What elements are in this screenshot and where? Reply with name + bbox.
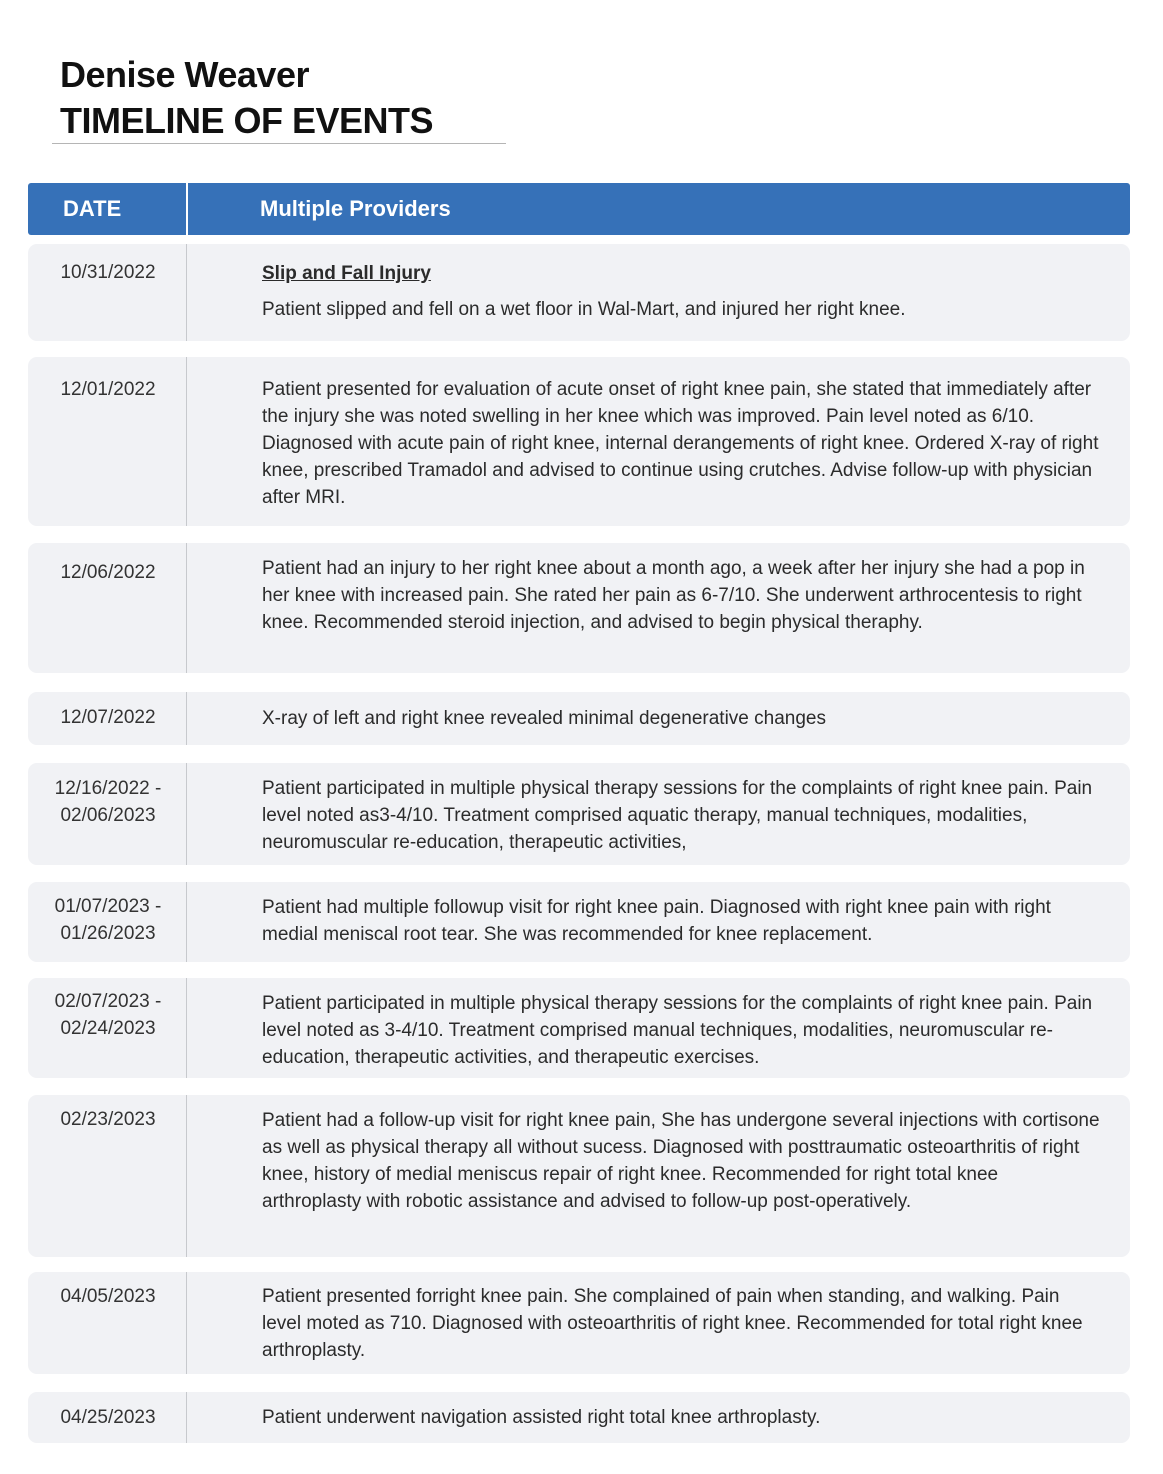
date-line: 12/01/2022	[60, 379, 156, 400]
event-text: Patient had an injury to her right knee about a month ago, a week after her injury she had a pop in her knee with increased pain. She rated her pain as 6-7/10. She underwent arthrocentesis to right knee. Recommended steroid injection, and advised to begin physical theraphy.	[262, 558, 1085, 633]
date-line: 04/05/2023	[60, 1286, 156, 1307]
table-row	[28, 543, 1130, 673]
event-text: Patient underwent navigation assisted right total knee arthroplasty.	[262, 1407, 821, 1428]
row-description	[260, 1404, 1100, 1431]
row-date	[28, 376, 188, 403]
date-line: 12/06/2022	[60, 562, 156, 583]
table-row	[28, 357, 1130, 526]
header-divider	[186, 183, 188, 235]
row-description	[260, 705, 1100, 732]
title-underline	[52, 143, 506, 144]
date-line: 02/23/2023	[60, 1109, 156, 1130]
event-text: Patient slipped and fell on a wet floor in Wal-Mart, and injured her right knee.	[262, 299, 906, 320]
row-date	[28, 988, 188, 1042]
row-description	[260, 1283, 1100, 1364]
table-row	[28, 1095, 1130, 1257]
date-line: 10/31/2022	[60, 262, 156, 283]
event-text: Patient presented forright knee pain. She complained of pain when standing, and walking. Pain level moted as 710. Diagnosed with osteoarthritis of right knee. Recommended for total right knee arthroplasty.	[262, 1286, 1083, 1361]
event-text: Patient participated in multiple physical therapy sessions for the complaints of right knee pain. Pain level noted as 3-4/10. Treatment comprised manual techniques, modalities, neuromuscular re-education, therapeutic activities, and therapeutic exercises.	[262, 993, 1093, 1068]
table-header	[28, 183, 1130, 235]
date-line: 04/25/2023	[60, 1407, 156, 1428]
row-date	[28, 1106, 188, 1133]
row-date	[28, 1283, 188, 1310]
table-row	[28, 978, 1130, 1078]
document-title-block	[60, 52, 433, 144]
date-line: 12/07/2022	[60, 707, 156, 728]
event-text: Patient had a follow-up visit for right knee pain, She has undergone several injections with cortisone as well as physical therapy all without sucess. Diagnosed with posttraumatic osteoarthritis of right knee, history of medial meniscus repair of right knee. Recommended for right total knee arthroplasty with robotic assistance and advised to follow-up post-operatively.	[262, 1110, 1100, 1212]
row-date	[28, 1404, 188, 1431]
row-date	[28, 704, 188, 731]
date-line: 12/16/2022 -	[54, 778, 162, 799]
row-description	[260, 990, 1100, 1071]
row-description	[260, 894, 1100, 948]
table-row	[28, 692, 1130, 745]
providers-column-header: Multiple Providers	[260, 196, 451, 221]
table-row	[28, 763, 1130, 865]
row-date	[28, 259, 188, 286]
row-description	[260, 775, 1100, 856]
row-description	[260, 376, 1100, 511]
row-date	[28, 559, 188, 586]
table-row	[28, 882, 1130, 962]
row-description	[260, 260, 1100, 323]
row-description	[260, 1107, 1100, 1215]
row-date	[28, 893, 188, 947]
table-row	[28, 1392, 1130, 1443]
date-column-header: DATE	[63, 196, 122, 221]
row-description	[260, 555, 1100, 636]
date-line: 02/06/2023	[60, 805, 156, 826]
date-line: 02/24/2023	[60, 1018, 156, 1039]
table-row	[28, 1272, 1130, 1374]
event-text: Patient presented for evaluation of acute onset of right knee pain, she stated that immediately after the injury she was noted swelling in her knee which was improved. Pain level noted as 6/10. Diagnosed with acute pain of right knee, internal derangements of right knee. Ordered X-ray of right knee, prescribed Tramadol and advised to continue using crutches. Advise follow-up with physician after MRI.	[262, 379, 1099, 508]
table-row	[28, 244, 1130, 341]
date-line: 02/07/2023 -	[54, 991, 162, 1012]
event-text: Patient had multiple followup visit for right knee pain. Diagnosed with right knee pain with right medial meniscal root tear. She was recommended for knee replacement.	[262, 897, 1051, 945]
document-title: TIMELINE OF EVENTS	[60, 100, 434, 141]
event-text: Patient participated in multiple physical therapy sessions for the complaints of right knee pain. Pain level noted as3-4/10. Treatment comprised aquatic therapy, manual techniques, modalities, neuromuscular re-education, therapeutic activities,	[262, 778, 1093, 853]
date-line: 01/07/2023 -	[54, 896, 162, 917]
row-date	[28, 775, 188, 829]
patient-name: Denise Weaver	[60, 54, 309, 95]
date-line: 01/26/2023	[60, 923, 156, 944]
event-text: X-ray of left and right knee revealed minimal degenerative changes	[262, 708, 826, 729]
event-title: Slip and Fall Injury	[262, 263, 431, 284]
